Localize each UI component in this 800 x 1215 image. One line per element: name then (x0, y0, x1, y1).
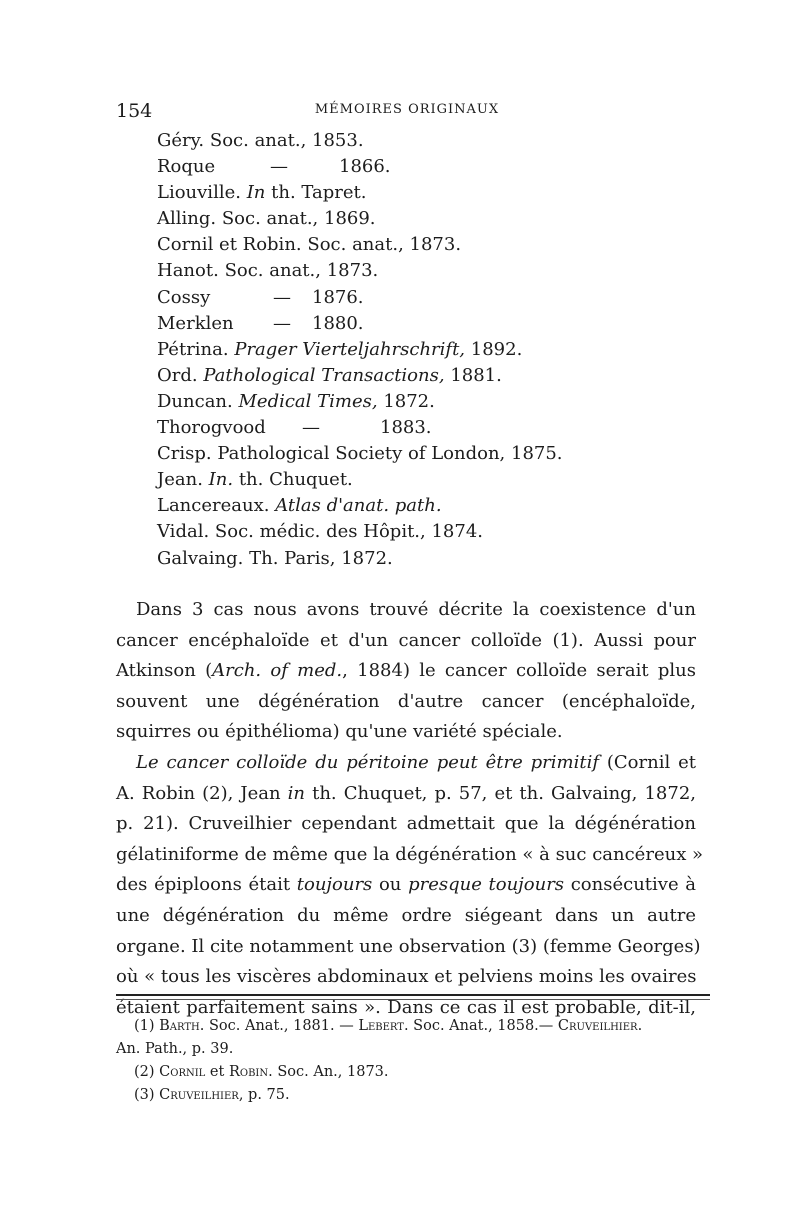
ditto-dash: — (273, 286, 291, 308)
text-segment: A. Robin (2), Jean (116, 782, 288, 804)
text-segment: , 1884) le cancer colloïde serait plus (342, 660, 697, 682)
text-italic: presque toujours (408, 874, 565, 896)
page-number: 154 (116, 100, 153, 122)
reference-item (157, 519, 717, 545)
text-segment: Atkinson ( (116, 660, 213, 682)
reference-author: Galvaing. (157, 547, 244, 569)
text-segment: th. Chuquet, p. 57, et th. Galvaing, 1872, (305, 782, 696, 804)
ditto-dash: — (302, 417, 320, 439)
text-line (116, 779, 696, 810)
reference-item (157, 389, 717, 415)
footnote-text: p. 75. (243, 1087, 290, 1103)
footnote-author: Cruveilhier, (159, 1087, 244, 1103)
reference-source: 1866. (339, 156, 391, 178)
footnote-2 (116, 1061, 706, 1084)
reference-source: 1881. (450, 364, 502, 386)
reference-source-italic: In (246, 182, 266, 204)
reference-author: Cossy (157, 286, 211, 308)
reference-author: Lancereaux. (157, 495, 270, 517)
reference-source-italic: Atlas d'anat. path. (275, 495, 442, 517)
reference-source: Th. Paris, 1872. (249, 547, 393, 569)
text-segment: consécutive à (564, 874, 697, 896)
reference-source: Soc. anat., 1853. (209, 130, 364, 151)
reference-source-italic: In. (208, 469, 234, 491)
reference-source: 1876. (312, 286, 364, 308)
reference-item (157, 363, 717, 389)
reference-author: Duncan. (157, 390, 233, 412)
footnote-text: Soc. Anat., 1881. — (204, 1018, 359, 1034)
reference-list (157, 128, 717, 572)
text-line: gélatiniforme de même que la dégénération « à suc cancéreux » (116, 843, 704, 865)
reference-item (157, 285, 717, 311)
footnote-text: Soc. An., 1873. (272, 1064, 389, 1080)
ditto-dash: — (270, 156, 288, 178)
text-line: organe. Il cite notamment une observation (3) (femme Georges) (116, 935, 701, 957)
footnote-author: Cornil (159, 1064, 206, 1080)
reference-author: Liouville. (157, 182, 241, 204)
reference-item (157, 493, 717, 519)
footnote-author: Robin. (228, 1064, 273, 1080)
footnote-number: (2) (134, 1064, 155, 1080)
reference-source: Soc. médic. des Hôpit., 1874. (214, 521, 483, 543)
reference-author: Merklen (157, 312, 234, 334)
text-line (116, 748, 696, 779)
text-italic: Arch. of med. (212, 660, 343, 682)
reference-author: Hanot. (157, 260, 219, 282)
reference-item (157, 154, 717, 180)
reference-author: Jean. (157, 469, 203, 491)
reference-author: Roque (157, 156, 216, 178)
reference-author: Pétrina. (157, 338, 229, 360)
text-line: une dégénération du même ordre siégeant dans un autre (116, 904, 696, 926)
reference-item (157, 128, 717, 154)
footnote-text: et (205, 1064, 229, 1080)
footnote-1-continued: An. Path., p. 39. (116, 1041, 234, 1057)
footnotes (116, 1015, 706, 1107)
reference-item (157, 441, 717, 467)
reference-source-italic: Pathological Transactions, (203, 364, 445, 386)
page-header (116, 100, 698, 126)
footnote-author: Lebert. (358, 1018, 409, 1034)
reference-source-italic: Medical Times, (238, 390, 378, 412)
text-line: étaient parfaitement sains ». Dans ce cas il est probable, dit-il, (116, 996, 696, 1018)
reference-item (157, 206, 717, 232)
reference-source: Soc. anat., 1873. (307, 234, 462, 256)
text-segment: (Cornil et (598, 751, 696, 773)
text-italic: Le cancer colloïde du péritoine peut être primitif (136, 751, 599, 773)
reference-source: th. Tapret. (271, 182, 367, 204)
text-italic: toujours (296, 874, 373, 896)
reference-source: 1892. (470, 338, 523, 360)
footnote-number: (3) (134, 1087, 155, 1103)
text-line: squirres ou épithélioma) qu'une variété spéciale. (116, 721, 563, 743)
running-title: MÉMOIRES ORIGINAUX (314, 102, 500, 117)
text-line (116, 870, 696, 901)
footnote-1 (116, 1015, 706, 1038)
text-line: Dans 3 cas nous avons trouvé décrite la coexistence d'un (136, 599, 696, 620)
ditto-dash: — (273, 312, 291, 334)
reference-author: Alling. (157, 208, 217, 230)
reference-item (157, 258, 717, 284)
reference-author: Crisp. (157, 443, 212, 465)
reference-source: 1880. (312, 312, 364, 334)
reference-source: Pathological Society of London, 1875. (217, 443, 563, 465)
text-segment: ou (372, 874, 409, 896)
text-line: où « tous les viscères abdominaux et pelviens moins les ovaires (116, 966, 697, 988)
footnote-3 (116, 1084, 706, 1107)
reference-author: Vidal. (157, 521, 210, 543)
text-line: cancer encéphaloïde et d'un cancer colloïde (1). Aussi pour (116, 629, 696, 651)
reference-item (157, 546, 717, 572)
text-line: souvent une dégénération d'autre cancer (encéphaloïde, (116, 690, 696, 712)
footnote-author: Barth. (159, 1018, 205, 1034)
reference-item (157, 232, 717, 258)
text-line: p. 21). Cruveilhier cependant admettait que la dégénération (116, 813, 696, 835)
reference-source-italic: Prager Vierteljahrschrift, (234, 338, 466, 360)
reference-author: Ord. (157, 364, 198, 386)
text-segment: des épiploons était (116, 874, 297, 896)
reference-source: th. Chuquet. (238, 469, 353, 491)
reference-item (157, 415, 717, 441)
reference-item (157, 180, 717, 206)
text-italic: in (287, 782, 306, 804)
reference-author: Thorogvood (157, 417, 266, 439)
reference-item (157, 311, 717, 337)
reference-author: Cornil et Robin. (157, 234, 302, 256)
footnote-author: Cruveilhier. (557, 1018, 643, 1034)
body-text (116, 595, 704, 1023)
text-line (116, 656, 696, 687)
reference-source: 1883. (380, 417, 432, 439)
reference-source: 1872. (383, 390, 435, 412)
reference-source: Soc. anat., 1873. (224, 260, 379, 282)
footnote-text: Soc. Anat., 1858.— (408, 1018, 558, 1034)
footnote-divider-thin (116, 999, 710, 1000)
reference-item (157, 467, 717, 493)
reference-source: Soc. anat., 1869. (221, 208, 376, 230)
reference-author: Géry. (157, 130, 205, 151)
footnote-divider (116, 994, 710, 996)
footnote-number: (1) (134, 1018, 155, 1034)
reference-item (157, 337, 717, 363)
